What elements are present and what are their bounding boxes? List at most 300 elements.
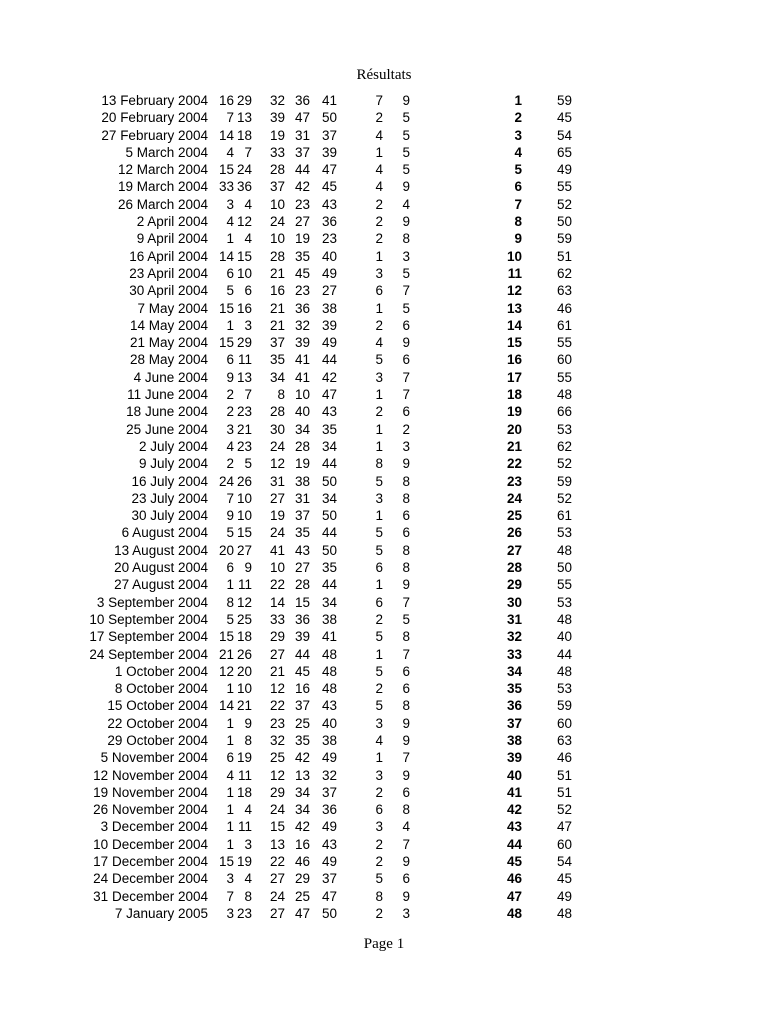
draw-date: 15 October 2004 [107,698,208,714]
drawn-number: 36 [321,802,337,818]
table-row [0,646,768,663]
draw-date: 7 January 2005 [114,905,208,921]
star-number: 9 [402,888,410,904]
drawn-number: 35 [321,421,337,437]
drawn-number: 40 [321,248,337,264]
star-number: 4 [402,196,410,212]
star-number: 5 [402,127,410,143]
drawn-number: 49 [321,819,337,835]
drawn-number: 16 [269,283,285,299]
number-index: 48 [506,905,522,921]
drawn-number: 1 [226,317,234,333]
drawn-number: 1 [226,715,234,731]
drawn-number: 3 [244,836,252,852]
table-row [0,697,768,714]
number-count: 46 [556,300,572,316]
drawn-number: 14 [269,594,285,610]
drawn-number: 24 [269,214,285,230]
drawn-number: 34 [321,594,337,610]
table-row [0,784,768,801]
drawn-number: 23 [294,283,310,299]
drawn-number: 12 [269,767,285,783]
star-number: 5 [402,611,410,627]
star-number: 5 [375,542,383,558]
number-index: 3 [514,127,522,143]
drawn-number: 10 [269,231,285,247]
drawn-number: 10 [236,681,252,697]
number-index: 42 [506,802,522,818]
drawn-number: 14 [218,248,234,264]
number-index: 39 [506,750,522,766]
draw-date: 14 May 2004 [129,317,208,333]
drawn-number: 25 [294,888,310,904]
drawn-number: 8 [244,888,252,904]
draw-date: 13 February 2004 [101,93,208,108]
number-count: 48 [556,663,572,679]
drawn-number: 5 [244,456,252,472]
draw-date: 10 September 2004 [89,611,208,627]
star-number: 7 [402,750,410,766]
star-number: 8 [402,473,410,489]
star-number: 9 [402,179,410,195]
number-index: 12 [506,283,522,299]
number-count: 48 [556,542,572,558]
drawn-number: 39 [294,335,310,351]
drawn-number: 28 [269,162,285,178]
drawn-number: 27 [269,490,285,506]
drawn-number: 37 [321,127,337,143]
drawn-number: 27 [269,905,285,921]
star-number: 6 [375,560,383,576]
draw-date: 29 October 2004 [107,732,208,748]
star-number: 7 [402,646,410,662]
star-number: 6 [402,784,410,800]
drawn-number: 3 [226,421,234,437]
number-index: 10 [506,248,522,264]
drawn-number: 9 [244,560,252,576]
star-number: 2 [375,196,383,212]
draw-date: 16 July 2004 [131,473,208,489]
drawn-number: 46 [294,854,310,870]
table-row [0,888,768,905]
draw-date: 5 November 2004 [100,750,208,766]
star-number: 9 [402,715,410,731]
drawn-number: 1 [226,231,234,247]
drawn-number: 28 [294,438,310,454]
table-row [0,680,768,697]
star-number: 1 [375,508,383,524]
star-number: 6 [402,681,410,697]
star-number: 5 [375,473,383,489]
drawn-number: 4 [244,231,252,247]
star-number: 2 [375,214,383,230]
star-number: 6 [375,283,383,299]
table-row [0,300,768,317]
drawn-number: 42 [294,750,310,766]
drawn-number: 8 [244,732,252,748]
drawn-number: 30 [269,421,285,437]
drawn-number: 10 [236,265,252,281]
star-number: 5 [402,162,410,178]
star-number: 9 [402,456,410,472]
drawn-number: 19 [269,127,285,143]
drawn-number: 36 [294,93,310,108]
number-count: 62 [556,265,572,281]
drawn-number: 14 [218,127,234,143]
drawn-number: 19 [294,231,310,247]
number-index: 32 [506,629,522,645]
star-number: 2 [375,681,383,697]
table-row [0,542,768,559]
table-row [0,507,768,524]
drawn-number: 25 [294,715,310,731]
drawn-number: 39 [294,629,310,645]
drawn-number: 34 [321,438,337,454]
drawn-number: 3 [244,317,252,333]
drawn-number: 12 [236,594,252,610]
drawn-number: 6 [226,750,234,766]
star-number: 9 [402,854,410,870]
drawn-number: 50 [321,542,337,558]
number-count: 55 [556,335,572,351]
drawn-number: 9 [226,508,234,524]
draw-date: 2 July 2004 [138,438,208,454]
number-count: 52 [556,456,572,472]
drawn-number: 21 [236,421,252,437]
number-count: 52 [556,490,572,506]
star-number: 9 [402,335,410,351]
drawn-number: 29 [236,335,252,351]
drawn-number: 32 [294,317,310,333]
number-index: 5 [514,162,522,178]
drawn-number: 24 [218,473,234,489]
drawn-number: 34 [294,784,310,800]
drawn-number: 4 [226,214,234,230]
draw-date: 17 September 2004 [89,629,208,645]
number-index: 26 [506,525,522,541]
table-row [0,663,768,680]
drawn-number: 19 [269,508,285,524]
number-index: 21 [506,438,522,454]
drawn-number: 31 [294,490,310,506]
star-number: 6 [375,802,383,818]
drawn-number: 16 [218,93,234,108]
drawn-number: 28 [294,577,310,593]
star-number: 2 [375,854,383,870]
drawn-number: 27 [321,283,337,299]
star-number: 5 [402,110,410,126]
drawn-number: 33 [269,144,285,160]
star-number: 8 [375,456,383,472]
number-index: 14 [506,317,522,333]
drawn-number: 40 [294,404,310,420]
table-row [0,715,768,732]
number-index: 43 [506,819,522,835]
drawn-number: 15 [218,854,234,870]
table-row [0,92,768,109]
number-count: 47 [556,819,572,835]
table-row [0,386,768,403]
drawn-number: 4 [244,802,252,818]
drawn-number: 26 [236,473,252,489]
drawn-number: 27 [269,871,285,887]
drawn-number: 1 [226,577,234,593]
number-index: 23 [506,473,522,489]
draw-date: 20 August 2004 [114,560,208,576]
drawn-number: 37 [321,871,337,887]
draw-date: 30 April 2004 [129,283,208,299]
drawn-number: 4 [226,438,234,454]
drawn-number: 36 [236,179,252,195]
drawn-number: 15 [218,162,234,178]
table-row [0,230,768,247]
number-index: 47 [506,888,522,904]
star-number: 3 [402,248,410,264]
number-count: 65 [556,144,572,160]
number-count: 59 [556,473,572,489]
drawn-number: 13 [236,369,252,385]
star-number: 6 [402,871,410,887]
draw-date: 16 April 2004 [129,248,208,264]
drawn-number: 7 [244,144,252,160]
table-row [0,317,768,334]
number-index: 15 [506,335,522,351]
drawn-number: 3 [226,871,234,887]
draw-date: 21 May 2004 [129,335,208,351]
drawn-number: 5 [226,525,234,541]
drawn-number: 1 [226,836,234,852]
table-row [0,870,768,887]
drawn-number: 39 [321,317,337,333]
number-index: 16 [506,352,522,368]
star-number: 1 [375,577,383,593]
number-index: 31 [506,611,522,627]
star-number: 1 [375,646,383,662]
drawn-number: 47 [321,162,337,178]
drawn-number: 35 [269,352,285,368]
results-table [0,92,768,922]
star-number: 2 [375,611,383,627]
drawn-number: 23 [321,231,337,247]
number-index: 2 [514,110,522,126]
drawn-number: 4 [244,196,252,212]
star-number: 1 [375,750,383,766]
star-number: 5 [375,698,383,714]
drawn-number: 32 [269,732,285,748]
drawn-number: 38 [321,611,337,627]
drawn-number: 22 [269,698,285,714]
drawn-number: 23 [236,404,252,420]
table-row [0,594,768,611]
star-number: 2 [375,231,383,247]
drawn-number: 41 [294,352,310,368]
drawn-number: 13 [236,110,252,126]
table-row [0,369,768,386]
number-count: 60 [556,836,572,852]
draw-date: 1 October 2004 [114,663,208,679]
page-title: Résultats [356,67,412,83]
drawn-number: 20 [236,663,252,679]
drawn-number: 15 [236,248,252,264]
table-row [0,282,768,299]
drawn-number: 36 [294,300,310,316]
star-number: 8 [402,560,410,576]
table-row [0,178,768,195]
star-number: 9 [402,577,410,593]
drawn-number: 6 [226,560,234,576]
drawn-number: 15 [218,300,234,316]
number-count: 51 [556,767,572,783]
drawn-number: 50 [321,473,337,489]
drawn-number: 27 [269,646,285,662]
drawn-number: 29 [269,784,285,800]
star-number: 9 [402,732,410,748]
drawn-number: 27 [236,542,252,558]
drawn-number: 21 [269,265,285,281]
star-number: 7 [402,594,410,610]
number-index: 37 [506,715,522,731]
star-number: 8 [402,698,410,714]
drawn-number: 37 [321,784,337,800]
drawn-number: 24 [269,802,285,818]
drawn-number: 35 [321,560,337,576]
star-number: 4 [375,179,383,195]
drawn-number: 5 [226,611,234,627]
page-footer: Page 1 [363,936,405,952]
draw-date: 13 August 2004 [114,542,208,558]
star-number: 2 [375,784,383,800]
drawn-number: 37 [294,698,310,714]
table-row [0,818,768,835]
number-index: 45 [506,854,522,870]
table-row [0,767,768,784]
drawn-number: 15 [218,335,234,351]
table-row [0,213,768,230]
drawn-number: 4 [244,871,252,887]
number-index: 6 [514,179,522,195]
star-number: 9 [402,214,410,230]
drawn-number: 11 [237,767,252,783]
drawn-number: 37 [294,508,310,524]
drawn-number: 21 [269,663,285,679]
drawn-number: 15 [236,525,252,541]
draw-date: 2 April 2004 [136,214,208,230]
star-number: 8 [402,231,410,247]
drawn-number: 8 [277,387,285,403]
table-row [0,836,768,853]
star-number: 2 [375,836,383,852]
drawn-number: 8 [226,594,234,610]
drawn-number: 23 [236,438,252,454]
drawn-number: 43 [321,698,337,714]
drawn-number: 2 [226,456,234,472]
draw-date: 27 February 2004 [101,127,208,143]
drawn-number: 44 [321,577,337,593]
number-count: 59 [556,93,572,108]
table-row [0,559,768,576]
drawn-number: 28 [269,404,285,420]
star-number: 5 [402,265,410,281]
drawn-number: 42 [294,179,310,195]
number-count: 52 [556,802,572,818]
number-count: 49 [556,888,572,904]
star-number: 1 [375,144,383,160]
drawn-number: 39 [269,110,285,126]
number-index: 38 [506,732,522,748]
draw-date: 10 December 2004 [93,836,208,852]
star-number: 5 [375,663,383,679]
draw-date: 20 February 2004 [101,110,208,126]
draw-date: 7 May 2004 [137,300,208,316]
star-number: 6 [402,404,410,420]
table-row [0,576,768,593]
star-number: 6 [402,317,410,333]
table-row [0,109,768,126]
star-number: 3 [375,767,383,783]
star-number: 6 [402,525,410,541]
drawn-number: 50 [321,110,337,126]
draw-date: 24 December 2004 [93,871,208,887]
number-count: 52 [556,196,572,212]
drawn-number: 33 [218,179,234,195]
drawn-number: 15 [218,629,234,645]
number-index: 40 [506,767,522,783]
drawn-number: 7 [226,110,234,126]
star-number: 3 [375,265,383,281]
drawn-number: 35 [294,525,310,541]
number-index: 17 [506,369,522,385]
drawn-number: 2 [226,387,234,403]
drawn-number: 37 [269,179,285,195]
drawn-number: 18 [236,127,252,143]
number-index: 8 [514,214,522,230]
draw-date: 23 April 2004 [129,265,208,281]
number-count: 60 [556,352,572,368]
number-index: 25 [506,508,522,524]
table-row [0,611,768,628]
drawn-number: 27 [294,214,310,230]
drawn-number: 2 [226,404,234,420]
drawn-number: 1 [226,681,234,697]
number-index: 20 [506,421,522,437]
drawn-number: 3 [226,196,234,212]
drawn-number: 24 [236,162,252,178]
number-index: 36 [506,698,522,714]
star-number: 8 [402,542,410,558]
drawn-number: 35 [294,248,310,264]
draw-date: 22 October 2004 [107,715,208,731]
drawn-number: 25 [236,611,252,627]
drawn-number: 38 [321,732,337,748]
number-count: 55 [556,369,572,385]
star-number: 2 [375,905,383,921]
star-number: 7 [402,387,410,403]
drawn-number: 7 [226,490,234,506]
draw-date: 3 September 2004 [96,594,208,610]
table-row [0,905,768,922]
star-number: 7 [402,369,410,385]
drawn-number: 11 [237,352,252,368]
table-row [0,853,768,870]
table-row [0,144,768,161]
drawn-number: 50 [321,905,337,921]
draw-date: 3 December 2004 [100,819,208,835]
drawn-number: 43 [321,404,337,420]
drawn-number: 43 [321,836,337,852]
drawn-number: 19 [236,854,252,870]
star-number: 5 [375,525,383,541]
number-count: 63 [556,732,572,748]
